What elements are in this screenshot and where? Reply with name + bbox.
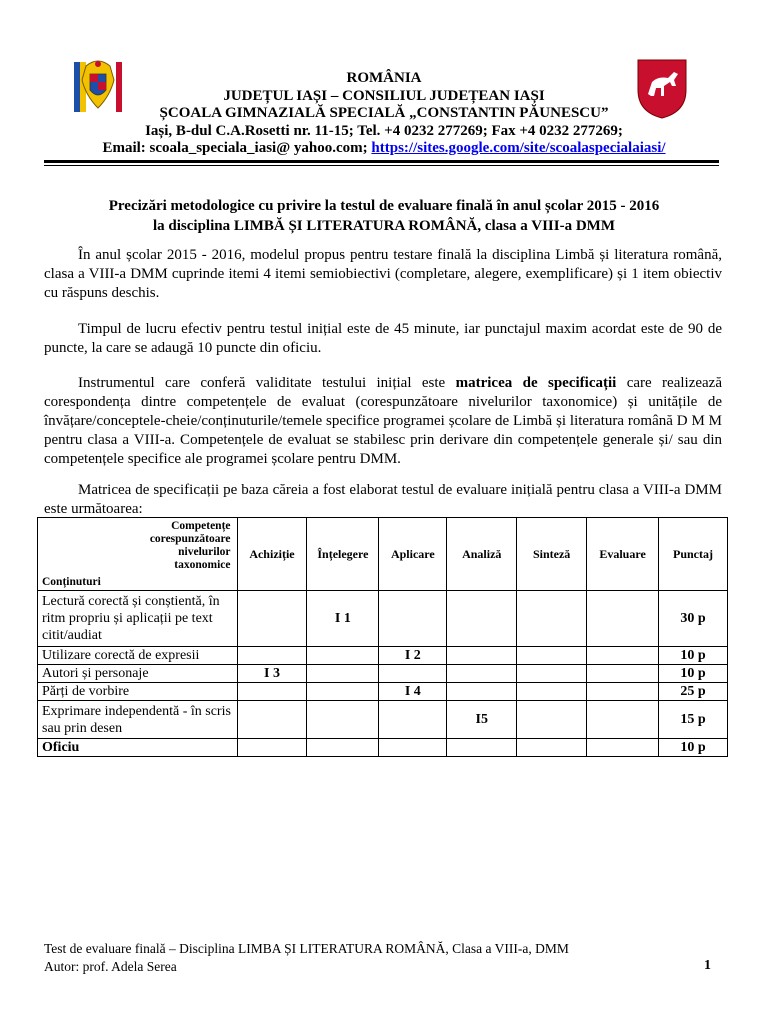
competences-label <box>150 520 231 572</box>
title-line-2: la disciplina LIMBĂ ȘI LITERATURA ROMÂNĂ, clasa a VIII-a DMM <box>153 218 615 234</box>
table-cell <box>587 647 659 665</box>
country-name: ROMÂNIA <box>346 70 422 86</box>
column-header: Punctaj <box>659 518 728 591</box>
corner-top-line: corespunzătoare <box>149 533 231 545</box>
table-cell <box>379 591 447 647</box>
column-header: Evaluare <box>587 518 659 591</box>
table-cell <box>517 739 587 757</box>
letterhead <box>0 70 768 158</box>
county-council-line: JUDEȚUL IAȘI – CONSILIUL JUDEȚEAN IAȘI <box>223 87 545 104</box>
table-cell <box>307 647 379 665</box>
table-cell <box>379 739 447 757</box>
contents-label: Conținuturi <box>42 576 101 588</box>
table-cell <box>237 701 307 739</box>
score-cell: 25 p <box>659 683 728 701</box>
corner-top-line: Competențe <box>171 520 231 532</box>
footer-author: Autor: prof. Adela Serea <box>44 959 177 974</box>
score-cell: 30 p <box>659 591 728 647</box>
table-row <box>38 701 728 739</box>
paragraph-time <box>44 320 722 358</box>
table-cell <box>517 701 587 739</box>
table-cell <box>307 683 379 701</box>
specification-matrix-table <box>37 517 728 757</box>
table-cell <box>237 647 307 665</box>
table-cell: I5 <box>447 701 517 739</box>
table-cell <box>587 683 659 701</box>
table-cell <box>447 683 517 701</box>
paragraph-matrix-intro-text: Matricea de specificații pe baza căreia a fost elaborat testul de evaluare inițială pentru clasa a VIII-a DMM este următoarea: <box>44 482 722 517</box>
document-title <box>0 196 768 236</box>
table-cell <box>447 665 517 683</box>
header-divider-thick <box>44 160 719 163</box>
oficiu-score: 10 p <box>659 739 728 757</box>
oficiu-label: Oficiu <box>38 739 238 757</box>
address-line: Iași, B-dul C.A.Rosetti nr. 11-15; Tel. +4 0232 277269; Fax +4 0232 277269; <box>145 122 623 139</box>
column-header: Înțelegere <box>307 518 379 591</box>
header-divider-thin <box>44 165 719 166</box>
title-line-1: Precizări metodologice cu privire la testul de evaluare finală în anul școlar 2015 - 2016 <box>108 198 660 214</box>
table-cell <box>587 591 659 647</box>
website-link[interactable]: https://sites.google.com/site/scoalaspecialaiasi/ <box>371 140 666 156</box>
row-content: Utilizare corectă de expresii <box>38 647 238 665</box>
paragraph-instrument <box>44 374 722 469</box>
table-row <box>38 591 728 647</box>
table-cell <box>447 647 517 665</box>
table-cell <box>517 647 587 665</box>
table-cell <box>517 665 587 683</box>
score-cell: 15 p <box>659 701 728 739</box>
table-cell <box>447 591 517 647</box>
paragraph-intro <box>44 246 722 303</box>
row-content: Exprimare independentă - în scris sau prin desen <box>38 701 238 739</box>
table-row <box>38 665 728 683</box>
table-cell <box>379 701 447 739</box>
instrument-before: Instrumentul care conferă validitate testului inițial este <box>78 375 456 391</box>
table-cell <box>307 665 379 683</box>
score-cell: 10 p <box>659 665 728 683</box>
column-header: Analiză <box>447 518 517 591</box>
table-cell <box>517 683 587 701</box>
table-cell <box>307 739 379 757</box>
paragraph-intro-text: În anul școlar 2015 - 2016, modelul propus pentru testare finală la disciplina Limbă și literatura română, clasa a VIII-a DMM cuprinde itemi 4 itemi semiobiectivi (completare, alegere, exemplificare) și 1 item obiectiv cu răspuns deschis. <box>44 247 722 301</box>
row-content: Părți de vorbire <box>38 683 238 701</box>
table-corner-header <box>38 518 238 591</box>
row-content: Autori și personaje <box>38 665 238 683</box>
corner-top-line: nivelurilor <box>178 546 231 558</box>
table-cell <box>307 701 379 739</box>
paragraph-matrix-intro <box>44 481 722 519</box>
instrument-bold: matricea de specificații <box>455 375 617 391</box>
table-cell <box>587 665 659 683</box>
page-footer <box>44 940 569 976</box>
table-cell: I 1 <box>307 591 379 647</box>
table-cell <box>517 591 587 647</box>
column-header: Aplicare <box>379 518 447 591</box>
table-cell <box>587 739 659 757</box>
table-cell: I 2 <box>379 647 447 665</box>
instrument-after: care realizează corespondența dintre competențele de evaluat (corespunzătoare nivelurilor taxonomice) și unitățile de învățare/conceptele-cheie/conținuturile/temele specifice programei școlare de Limbă și literatura română D M M pentru clasa a VIII-a. Competențele de evaluat se stabilesc prin derivare din competențele generale și/ sau din competențele specifice ale programei școlare pentru DMM. <box>44 375 722 467</box>
table-row <box>38 647 728 665</box>
table-cell <box>237 591 307 647</box>
corner-top-line: taxonomice <box>174 559 231 571</box>
school-name: ȘCOALA GIMNAZIALĂ SPECIALĂ „CONSTANTIN PĂUNESCU” <box>159 105 609 121</box>
table-cell <box>237 683 307 701</box>
paragraph-instrument-text <box>44 374 722 469</box>
table-cell <box>587 701 659 739</box>
email-text: Email: scoala_speciala_iasi@ yahoo.com; <box>102 140 372 156</box>
row-content: Lectură corectă și conștientă, în ritm propriu și aplicații pe text citit/audiat <box>38 591 238 647</box>
column-header: Sinteză <box>517 518 587 591</box>
table-cell <box>447 739 517 757</box>
contact-line <box>0 140 768 158</box>
column-header: Achiziție <box>237 518 307 591</box>
table-header-row <box>38 518 728 591</box>
page-number: 1 <box>704 958 711 973</box>
table-row-oficiu <box>38 739 728 757</box>
table-cell <box>237 739 307 757</box>
footer-test-info: Test de evaluare finală – Disciplina LIMBA ȘI LITERATURA ROMÂNĂ, Clasa a VIII-a, DMM <box>44 941 569 956</box>
paragraph-time-text: Timpul de lucru efectiv pentru testul inițial este de 45 minute, iar punctajul maxim acordat este de 90 de puncte, la care se adaugă 10 puncte din oficiu. <box>44 321 722 356</box>
table-row <box>38 683 728 701</box>
table-cell: I 4 <box>379 683 447 701</box>
table-cell: I 3 <box>237 665 307 683</box>
score-cell: 10 p <box>659 647 728 665</box>
table-cell <box>379 665 447 683</box>
